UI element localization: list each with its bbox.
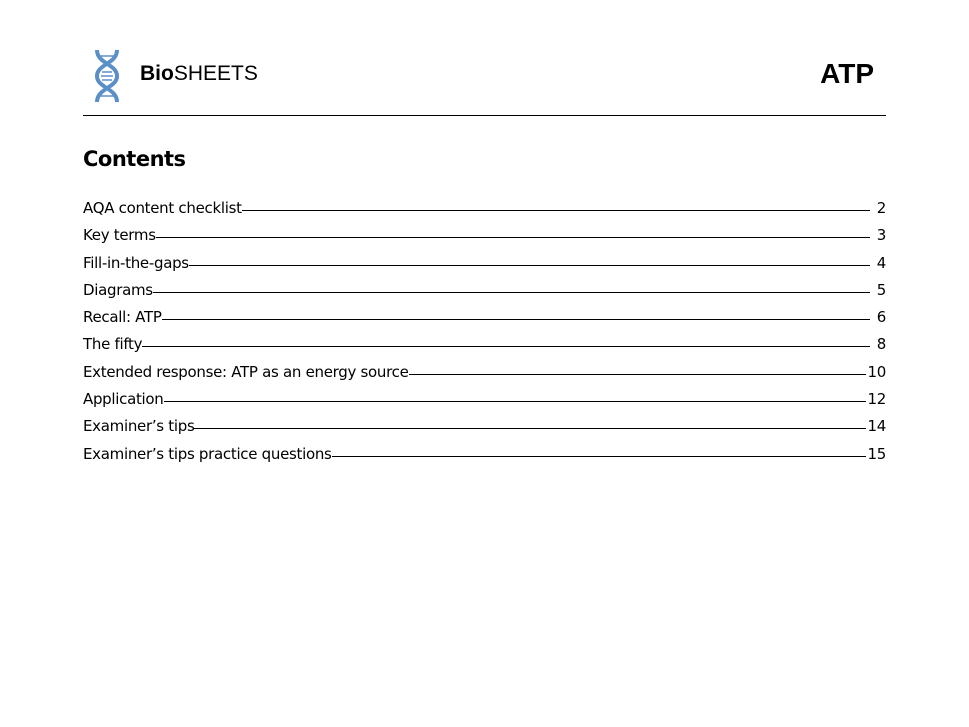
toc-entry[interactable]	[83, 199, 886, 226]
toc-entry[interactable]	[83, 335, 886, 362]
toc-label[interactable]: Fill-in-the-gaps	[83, 253, 189, 272]
toc-entry[interactable]	[83, 390, 886, 417]
toc-label[interactable]: Diagrams	[83, 280, 153, 299]
toc-label[interactable]: Recall: ATP	[83, 308, 162, 327]
toc-page-number: 8	[876, 335, 886, 354]
toc-entry[interactable]	[83, 417, 886, 444]
toc-page-number: 2	[876, 199, 886, 217]
toc-entry[interactable]	[83, 281, 886, 308]
toc-label[interactable]: Application	[83, 390, 164, 409]
toc-label[interactable]: Extended response: ATP as an energy source	[83, 362, 409, 381]
toc-leader	[242, 210, 870, 211]
brand-name	[140, 62, 258, 86]
toc-page-number: 10	[867, 362, 886, 381]
toc-page-number: 4	[876, 253, 886, 272]
toc-leader	[194, 428, 865, 429]
toc-leader	[189, 265, 870, 266]
contents-heading: Contents	[83, 147, 186, 171]
toc-entry[interactable]	[83, 254, 886, 281]
toc-label[interactable]: Key terms	[83, 226, 156, 245]
page-header	[83, 44, 886, 116]
toc-page-number: 15	[867, 444, 886, 463]
brand-rest: SHEETS	[173, 62, 258, 85]
toc-page-number: 14	[867, 417, 886, 436]
toc-page-number: 5	[876, 280, 886, 299]
toc-entry[interactable]	[83, 226, 886, 253]
toc-label[interactable]: AQA content checklist	[83, 199, 242, 217]
toc-page-number: 3	[876, 226, 886, 245]
toc-label[interactable]: Examiner’s tips	[83, 417, 195, 436]
toc-entry[interactable]	[83, 445, 886, 472]
toc-page-number: 6	[876, 308, 886, 327]
toc-leader	[332, 456, 866, 457]
toc-page-number: 12	[867, 390, 886, 409]
toc-label[interactable]: Examiner’s tips practice questions	[83, 444, 332, 463]
toc-entry[interactable]	[83, 363, 886, 390]
toc-leader	[156, 237, 870, 238]
toc-label[interactable]: The fifty	[83, 335, 143, 354]
document-title: ATP	[820, 58, 874, 89]
toc-entry[interactable]	[83, 308, 886, 335]
table-of-contents	[83, 199, 886, 472]
toc-leader	[153, 292, 870, 293]
toc-leader	[164, 401, 866, 402]
toc-leader	[142, 346, 870, 347]
dna-logo-icon	[93, 48, 121, 104]
toc-leader	[409, 374, 866, 375]
toc-leader	[162, 319, 870, 320]
brand-bold: Bio	[140, 62, 174, 85]
